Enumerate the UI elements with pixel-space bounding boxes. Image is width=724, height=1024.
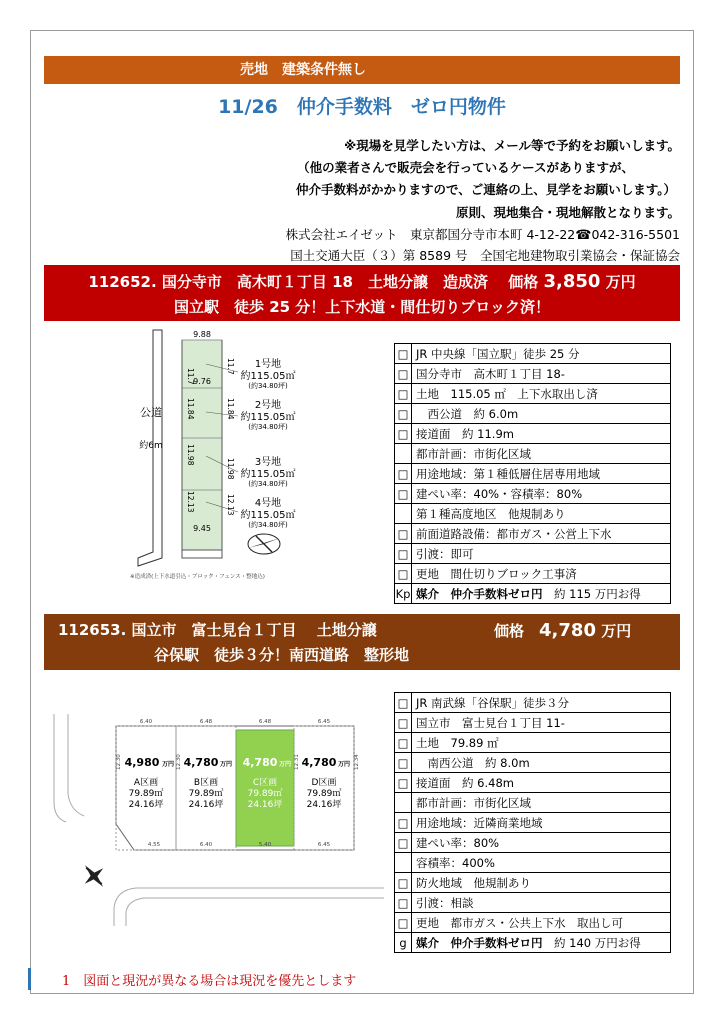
dim-bottom-c: 5.40 <box>258 842 272 848</box>
info-text: 引渡：相談 <box>412 893 671 913</box>
svg-text:C区画: C区画 <box>252 778 278 788</box>
plan-note: ※造成済(上下水道引込・ブロック・フェンス・整地込) <box>130 574 265 580</box>
info-row <box>395 344 671 364</box>
info-text: 更地 間仕切りブロック工事済 <box>412 564 671 584</box>
svg-text:24.16坪: 24.16坪 <box>128 800 164 810</box>
dim-top-b: 6.48 <box>199 719 213 725</box>
lot-b-label <box>184 756 232 810</box>
info-row <box>395 833 671 853</box>
dim-bottom-a: 4.55 <box>147 842 161 848</box>
info-row <box>395 404 671 424</box>
checkbox-mark: □ <box>395 344 412 364</box>
top-banner <box>44 56 680 84</box>
info-text: 西公道 約 6.0m <box>412 404 671 424</box>
property2-banner <box>44 614 680 670</box>
checkbox-mark: □ <box>395 524 412 544</box>
property1-lot-plan <box>126 326 374 588</box>
svg-text:万円: 万円 <box>278 761 292 768</box>
info-text: 防火地域 他規制あり <box>412 873 671 893</box>
svg-text:79.89㎡: 79.89㎡ <box>128 789 164 799</box>
info-row <box>395 693 671 713</box>
lot3-depth-right: 11.98 <box>226 458 235 480</box>
lot-a <box>116 726 176 850</box>
fee-saving: 約 115 万円お得 <box>554 586 641 601</box>
checkbox-mark: □ <box>395 893 412 913</box>
checkbox-mark: □ <box>395 833 412 853</box>
svg-text:(約34.80坪): (約34.80坪) <box>248 521 288 529</box>
dim-top-a: 6.40 <box>139 719 153 725</box>
svg-text:(約34.80坪): (約34.80坪) <box>248 480 288 488</box>
checkbox-mark: □ <box>395 464 412 484</box>
depth-a: 12.30 <box>116 754 122 770</box>
lot-d-label <box>302 756 350 810</box>
company-license: 国土交通大臣（３）第 8589 号 全国宅地建物取引業協会・保証協会 <box>290 248 680 263</box>
property1-subtitle: 国立駅 徒歩 25 分！上下水道・間仕切りブロック済！ <box>173 298 551 316</box>
road-label: 公道 <box>140 406 162 419</box>
info-row <box>395 733 671 753</box>
checkbox-mark: □ <box>395 913 412 933</box>
lot1-depth-left: 11.7 <box>186 368 195 385</box>
svg-text:万円: 万円 <box>161 761 175 768</box>
info-text: 土地 115.05 ㎡ 上下水取出し済 <box>412 384 671 404</box>
checkbox-mark: □ <box>395 424 412 444</box>
svg-text:79.89㎡: 79.89㎡ <box>306 789 342 799</box>
footer-note: 1 図面と現況が異なる場合は現況を優先とします <box>62 974 357 989</box>
depth-d: 12.34 <box>354 754 360 770</box>
info-row <box>395 444 671 464</box>
bottom-width: 9.45 <box>193 524 211 533</box>
svg-text:79.89㎡: 79.89㎡ <box>188 789 224 799</box>
svg-text:A区画: A区画 <box>133 778 159 788</box>
fee-bold: 媒介 仲介手数料ゼロ円 <box>416 586 543 601</box>
svg-text:D区画: D区画 <box>311 778 337 788</box>
road-width: 約6m <box>139 441 163 451</box>
checkbox-mark <box>395 504 412 524</box>
lot3-label <box>241 455 296 488</box>
lot-c <box>236 730 294 846</box>
checkbox-mark: □ <box>395 693 412 713</box>
company-line-1: 株式会社エイゼット 東京都国分寺市本町 4-12-22 <box>285 227 576 242</box>
lot2-depth-right: 11.84 <box>226 398 235 420</box>
depth-b: 12.30 <box>176 754 182 770</box>
fee-bold: 媒介 仲介手数料ゼロ円 <box>416 935 543 950</box>
phone-icon: ☎ <box>575 228 592 243</box>
checkbox-mark: □ <box>395 404 412 424</box>
checkbox-mark: □ <box>395 484 412 504</box>
svg-text:4,780: 4,780 <box>301 756 337 769</box>
info-text: 容積率：400% <box>412 853 671 873</box>
info-row <box>395 504 671 524</box>
info-row-fee <box>395 933 671 953</box>
checkbox-mark <box>395 853 412 873</box>
property1-banner <box>44 265 680 321</box>
info-row <box>395 424 671 444</box>
svg-text:約115.05㎡: 約115.05㎡ <box>240 412 296 423</box>
dim-top-c: 6.48 <box>258 719 272 725</box>
checkbox-mark: □ <box>395 773 412 793</box>
property2-title-line: 112653. 国立市 富士見台１丁目 土地分譲 価格 4,780 万円 <box>44 618 680 643</box>
svg-text:(約34.80坪): (約34.80坪) <box>248 382 288 390</box>
info-row <box>395 813 671 833</box>
checkbox-mark: □ <box>395 364 412 384</box>
info-text: 前面道路設備：都市ガス・公営上下水 <box>412 524 671 544</box>
info-row <box>395 753 671 773</box>
svg-text:約115.05㎡: 約115.05㎡ <box>240 510 296 521</box>
svg-text:約115.05㎡: 約115.05㎡ <box>240 371 296 382</box>
svg-text:4,780: 4,780 <box>183 756 219 769</box>
info-text: 用途地域：近隣商業地域 <box>412 813 671 833</box>
lot4-depth-right: 12.13 <box>226 494 235 516</box>
checkbox-mark: □ <box>395 813 412 833</box>
checkbox-mark: □ <box>395 873 412 893</box>
info-text: 更地 都市ガス・公共上下水 取出し可 <box>412 913 671 933</box>
info-row-fee <box>395 584 671 604</box>
checkbox-mark <box>395 444 412 464</box>
lot3-depth-left: 11.98 <box>186 444 195 466</box>
svg-text:4,980: 4,980 <box>124 756 160 769</box>
info-text: JR 南武線「谷保駅」徒歩３分 <box>412 693 671 713</box>
info-row <box>395 484 671 504</box>
property2-price: 4,780 <box>539 620 596 641</box>
checkbox-mark: □ <box>395 753 412 773</box>
svg-text:24.16坪: 24.16坪 <box>188 800 224 810</box>
fee-text <box>412 933 671 953</box>
svg-text:79.89㎡: 79.89㎡ <box>247 789 283 799</box>
info-text: 南西公道 約 8.0m <box>412 753 671 773</box>
property1-info-table <box>394 343 671 604</box>
info-row <box>395 464 671 484</box>
info-text: 建ぺい率：40%・容積率：80% <box>412 484 671 504</box>
info-row <box>395 364 671 384</box>
notice-line-4: 原則、現地集合・現地解散となります。 <box>455 205 680 220</box>
info-text: 用途地域：第１種低層住居専用地域 <box>412 464 671 484</box>
info-text: JR 中央線「国立駅」徒歩 25 分 <box>412 344 671 364</box>
info-text: 接道面 約 11.9m <box>412 424 671 444</box>
info-row <box>395 713 671 733</box>
lot4-label <box>241 496 296 529</box>
lot-a-label <box>125 756 174 810</box>
info-row <box>395 544 671 564</box>
dim-top-d: 6.45 <box>317 719 331 725</box>
lot2-label <box>241 398 296 431</box>
info-text: 国立市 富士見台１丁目 11- <box>412 713 671 733</box>
property2-price-group: 価格 4,780 万円 <box>494 620 632 641</box>
svg-text:(約34.80坪): (約34.80坪) <box>248 423 288 431</box>
svg-text:3号地: 3号地 <box>254 457 282 468</box>
info-row <box>395 873 671 893</box>
fee-mark: Kp <box>395 584 412 604</box>
north-arrow-icon <box>248 534 280 554</box>
svg-text:4号地: 4号地 <box>254 498 282 509</box>
info-text: 第１種高度地区 他規制あり <box>412 504 671 524</box>
info-text: 土地 79.89 ㎡ <box>412 733 671 753</box>
info-row <box>395 524 671 544</box>
notice-line-1: ※現場を見学したい方は、メール等で予約をお願いします。 <box>344 138 680 153</box>
svg-text:万円: 万円 <box>337 761 351 768</box>
checkbox-mark: □ <box>395 713 412 733</box>
info-text: 建ぺい率：80% <box>412 833 671 853</box>
svg-text:約115.05㎡: 約115.05㎡ <box>240 469 296 480</box>
fee-text <box>412 584 671 604</box>
svg-text:1号地: 1号地 <box>254 359 282 370</box>
headline: 11/26 仲介手数料 ゼロ円物件 <box>218 96 506 118</box>
depth-c: 12.31 <box>294 754 300 770</box>
dim-bottom-b: 6.40 <box>199 842 213 848</box>
lot4-depth-left: 12.13 <box>186 491 195 513</box>
svg-text:24.16坪: 24.16坪 <box>306 800 342 810</box>
info-text: 都市計画：市街化区域 <box>412 444 671 464</box>
notice-line-3: 仲介手数料がかかりますので、ご連絡の上、見学をお願いします。） <box>295 182 676 197</box>
fee-mark: g <box>395 933 412 953</box>
checkbox-mark: □ <box>395 564 412 584</box>
svg-text:24.16坪: 24.16坪 <box>247 800 283 810</box>
compass-icon <box>83 863 106 888</box>
checkbox-mark: □ <box>395 384 412 404</box>
lot1-label <box>241 357 296 390</box>
info-row <box>395 384 671 404</box>
info-row <box>395 893 671 913</box>
top-width: 9.88 <box>193 330 211 339</box>
lot2-depth-left: 11.84 <box>186 398 195 420</box>
property2-lot-plan <box>44 712 384 934</box>
banner-text: 売地 建築条件無し <box>240 62 366 78</box>
svg-text:2号地: 2号地 <box>254 400 282 411</box>
property1-title-line: 112652. 国分寺市 高木町１丁目 18 土地分譲 造成済 価格 3,850 万円 <box>88 271 636 292</box>
notice-line-2: （他の業者さんで販売会を行っているケースがありますが、 <box>297 160 634 175</box>
svg-text:B区画: B区画 <box>193 778 219 788</box>
info-row <box>395 853 671 873</box>
info-row <box>395 773 671 793</box>
info-text: 引渡：即可 <box>412 544 671 564</box>
property2-subtitle: 谷保駅 徒歩３分！南西道路 整形地 <box>154 646 410 664</box>
info-text: 接道面 約 6.48m <box>412 773 671 793</box>
info-row <box>395 913 671 933</box>
svg-text:万円: 万円 <box>219 761 233 768</box>
lot1-depth-right: 11.7 <box>226 358 235 375</box>
checkbox-mark: □ <box>395 544 412 564</box>
checkbox-mark <box>395 793 412 813</box>
company-phone[interactable]: 042-316-5501 <box>591 227 680 242</box>
checkbox-mark: □ <box>395 733 412 753</box>
dim-bottom-d: 6.45 <box>317 842 331 848</box>
lot-b <box>176 726 236 850</box>
company-address <box>286 225 680 243</box>
fee-saving: 約 140 万円お得 <box>554 935 641 950</box>
mid-width: 9.76 <box>193 377 211 386</box>
property2-info-table <box>394 692 671 953</box>
info-text: 国分寺市 高木町１丁目 18- <box>412 364 671 384</box>
lot-d <box>294 726 354 850</box>
property1-price: 3,850 <box>543 271 601 292</box>
info-text: 都市計画：市街化区域 <box>412 793 671 813</box>
footer-marker <box>28 968 31 990</box>
info-row <box>395 793 671 813</box>
info-row <box>395 564 671 584</box>
svg-text:4,780: 4,780 <box>242 756 278 769</box>
